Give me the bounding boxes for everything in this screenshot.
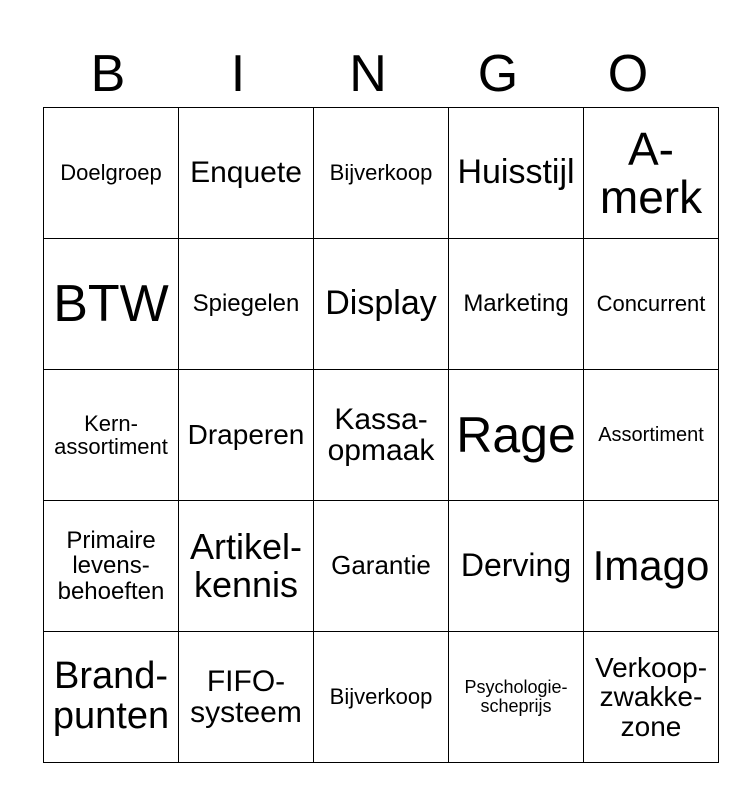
bingo-cell-line: Primaire xyxy=(66,527,156,555)
bingo-row xyxy=(44,108,719,239)
bingo-cell-text xyxy=(451,155,581,191)
bingo-cell-line: Huisstijl xyxy=(457,153,575,192)
bingo-cell-text xyxy=(586,653,716,741)
bingo-cell[interactable] xyxy=(584,370,719,501)
bingo-cell-text xyxy=(316,161,446,184)
bingo-cell[interactable] xyxy=(179,501,314,632)
bingo-cell-line: opmaak xyxy=(327,434,435,467)
bingo-cell-text xyxy=(46,657,176,737)
bingo-cell-text xyxy=(316,286,446,322)
bingo-cell-text xyxy=(451,678,581,716)
bingo-cell[interactable] xyxy=(584,239,719,370)
bingo-cell-line: Bijverkoop xyxy=(329,160,433,186)
bingo-cell-text xyxy=(46,412,176,458)
bingo-cell-line: zone xyxy=(620,710,682,742)
bingo-cell-line: Verkoop- xyxy=(594,651,708,683)
bingo-cell-text xyxy=(181,420,311,449)
bingo-cell-text xyxy=(181,666,311,729)
bingo-cell-line: systeem xyxy=(190,696,302,729)
header-letter-g: G xyxy=(477,45,519,103)
bingo-cell-line: behoeften xyxy=(57,577,165,605)
bingo-cell[interactable] xyxy=(44,370,179,501)
bingo-cell-line: Garantie xyxy=(331,550,431,581)
bingo-cell[interactable] xyxy=(314,501,449,632)
bingo-cell[interactable] xyxy=(449,501,584,632)
bingo-cell-line: A- xyxy=(628,122,674,175)
bingo-cell-text xyxy=(316,552,446,579)
bingo-cell-text xyxy=(316,685,446,708)
bingo-row xyxy=(44,501,719,632)
bingo-cell-text xyxy=(46,274,176,333)
bingo-cell-text xyxy=(451,549,581,583)
header-letter-n: N xyxy=(349,45,387,103)
bingo-cell[interactable] xyxy=(449,370,584,501)
bingo-cell-text xyxy=(181,157,311,189)
bingo-cell[interactable] xyxy=(584,632,719,763)
bingo-cell-line: Assortiment xyxy=(598,423,704,446)
bingo-cell-line: Kern- xyxy=(84,410,138,436)
bingo-cell-line: Enquete xyxy=(190,156,302,190)
bingo-cell[interactable] xyxy=(44,632,179,763)
bingo-cell-text xyxy=(586,541,716,589)
bingo-cell-line: kennis xyxy=(193,564,299,605)
bingo-cell-line: Bijverkoop xyxy=(329,684,433,710)
bingo-cell[interactable] xyxy=(449,632,584,763)
bingo-cell-line: Draperen xyxy=(187,419,305,451)
bingo-cell-line: Rage xyxy=(456,406,576,463)
bingo-cell[interactable] xyxy=(449,108,584,239)
bingo-cell-line: Doelgroep xyxy=(60,160,162,186)
bingo-cell[interactable] xyxy=(314,370,449,501)
bingo-row xyxy=(44,239,719,370)
bingo-cell[interactable] xyxy=(44,239,179,370)
header-letter-o: O xyxy=(607,45,649,103)
bingo-cell-line: Display xyxy=(325,284,437,323)
bingo-cell[interactable] xyxy=(44,501,179,632)
bingo-cell-text xyxy=(46,528,176,604)
bingo-row xyxy=(44,370,719,501)
bingo-cell-text xyxy=(181,528,311,604)
header-letter-b: B xyxy=(90,45,126,103)
bingo-cell-text xyxy=(586,122,716,223)
bingo-cell-line: Artikel- xyxy=(189,526,302,568)
bingo-cell-text xyxy=(586,425,716,446)
bingo-cell-line: zwakke- xyxy=(599,681,703,713)
bingo-cell-line: punten xyxy=(52,695,170,737)
bingo-cell-line: merk xyxy=(599,171,703,223)
bingo-cell[interactable] xyxy=(314,632,449,763)
bingo-cell[interactable] xyxy=(179,239,314,370)
bingo-cell[interactable] xyxy=(179,108,314,239)
bingo-card xyxy=(43,107,719,763)
bingo-cell-text xyxy=(451,406,581,463)
bingo-cell-line: Brand- xyxy=(53,655,169,698)
header-letter-i: I xyxy=(230,45,246,103)
bingo-cell-line: BTW xyxy=(53,274,169,333)
bingo-cell-text xyxy=(181,291,311,316)
bingo-cell-text xyxy=(586,292,716,315)
bingo-cell[interactable] xyxy=(179,632,314,763)
bingo-cell[interactable] xyxy=(314,108,449,239)
bingo-cell-line: scheprijs xyxy=(480,696,552,716)
bingo-cell-line: Imago xyxy=(592,541,710,589)
bingo-cell[interactable] xyxy=(584,108,719,239)
bingo-cell-line: Marketing xyxy=(463,290,569,318)
bingo-header xyxy=(43,42,693,106)
bingo-cell-line: Spiegelen xyxy=(192,290,300,318)
bingo-cell-line: Concurrent xyxy=(596,291,706,317)
bingo-cell-line: Kassa- xyxy=(334,402,428,436)
bingo-cell[interactable] xyxy=(44,108,179,239)
bingo-cell-text xyxy=(316,404,446,467)
bingo-cell-line: Psychologie- xyxy=(464,677,568,698)
bingo-cell-text xyxy=(46,161,176,184)
bingo-cell[interactable] xyxy=(584,501,719,632)
bingo-cell-line: assortiment xyxy=(54,434,168,459)
bingo-cell-line: levens- xyxy=(72,552,150,580)
bingo-cell[interactable] xyxy=(179,370,314,501)
bingo-cell-line: FIFO- xyxy=(206,664,286,698)
bingo-cell[interactable] xyxy=(449,239,584,370)
bingo-cell-line: Derving xyxy=(460,547,572,584)
bingo-row xyxy=(44,632,719,763)
bingo-cell[interactable] xyxy=(314,239,449,370)
bingo-cell-text xyxy=(451,291,581,316)
